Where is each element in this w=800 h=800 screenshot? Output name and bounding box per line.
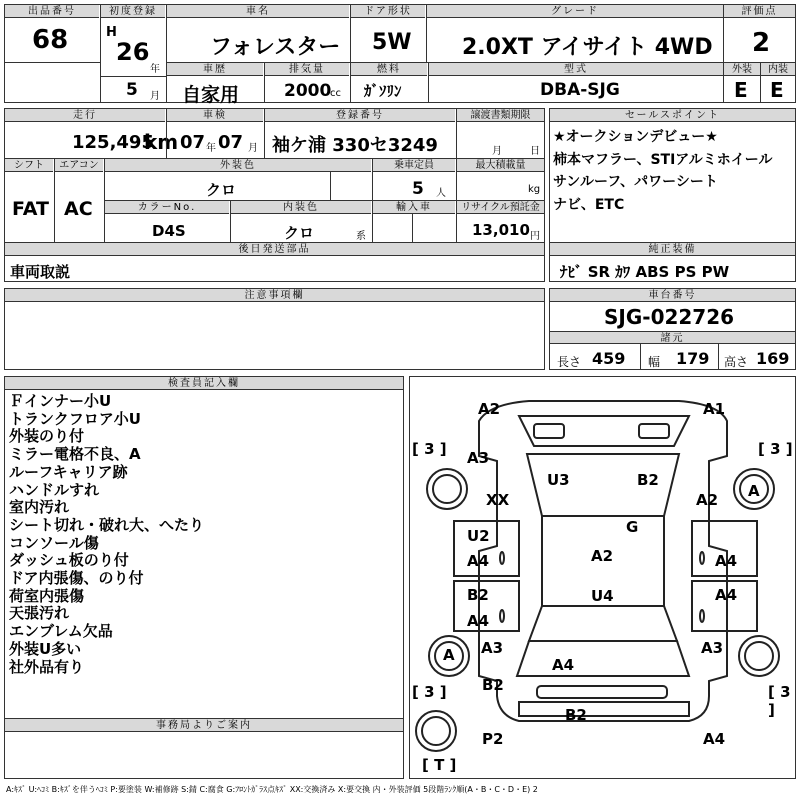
legend-text: A:ｷｽﾞ U:ﾍｺﾐ B:ｷｽﾞを伴うﾍｺﾐ P:要塗装 W:補修跡 S:錆 C:腐食 G:ﾌﾛﾝﾄｶﾞﾗｽ点ｷｽﾞ XX:交換済み X:要交換 内・外装評価 5段階ﾗﾝｸ順(A・B・C・D・E) 2 bbox=[6, 785, 538, 794]
month-unit: 月 bbox=[150, 91, 160, 102]
shift-value: FAT bbox=[12, 198, 49, 220]
inspector-line: 外装U多い bbox=[9, 639, 82, 658]
int-color-label: 内装色 bbox=[231, 201, 371, 214]
aircon-label: エアコン bbox=[55, 159, 103, 172]
score-value: 2 bbox=[752, 28, 771, 58]
height-label: 高さ bbox=[724, 355, 749, 369]
tread-rl-value: 3 bbox=[424, 683, 435, 701]
color-no-label: カラーNo. bbox=[105, 201, 229, 214]
notes-label: 注意事項欄 bbox=[5, 289, 544, 302]
transfer-day-unit: 日 bbox=[530, 146, 540, 157]
mark-a4: A4 bbox=[552, 656, 575, 674]
interior-label: 内装 bbox=[761, 63, 795, 76]
interior-value: E bbox=[770, 78, 784, 102]
recycle-label: リサイクル預託金 bbox=[457, 201, 544, 214]
history-label: 車歴 bbox=[167, 63, 263, 76]
length-value: 459 bbox=[592, 349, 626, 368]
inspector-line: 外装のり付 bbox=[9, 427, 85, 446]
mark-b2: B2 bbox=[565, 706, 587, 724]
grade-label: グレード bbox=[427, 5, 723, 18]
name-label: 車名 bbox=[167, 5, 349, 18]
recycle-unit: 円 bbox=[530, 231, 540, 242]
later-label: 後日発送部品 bbox=[5, 243, 544, 256]
height-value: 169 bbox=[756, 349, 790, 368]
inspector-line: ミラー電格不良、A bbox=[9, 445, 141, 464]
exterior-label: 外装 bbox=[724, 63, 760, 76]
insp-year-unit: 年 bbox=[206, 143, 216, 154]
tread-fr: [ 3 ] bbox=[758, 440, 793, 458]
score-label: 評価点 bbox=[724, 5, 795, 18]
displacement-value: 2000 bbox=[284, 81, 332, 101]
later-value: 車両取説 bbox=[10, 263, 71, 281]
inspector-line: ルーフキャリア跡 bbox=[9, 462, 128, 481]
plate-value: 袖ケ浦 330セ3249 bbox=[272, 135, 438, 156]
sales-point-label: セールスポイント bbox=[550, 109, 795, 122]
sales-point-line: 柿本マフラー、STIアルミホイール bbox=[553, 151, 773, 168]
capacity-value: 5 bbox=[412, 179, 424, 199]
mark-a3: A3 bbox=[701, 639, 724, 657]
model-label: 型式 bbox=[429, 63, 723, 76]
mark-a4: A4 bbox=[467, 612, 490, 630]
chassis-label: 車台番号 bbox=[550, 289, 795, 302]
mileage-value: 125,495 bbox=[72, 132, 154, 153]
mark-b2: B2 bbox=[467, 586, 489, 604]
equipment-label: 純正装備 bbox=[550, 243, 795, 256]
door-label: ドア形状 bbox=[351, 5, 425, 18]
mark-u2: U2 bbox=[467, 527, 490, 545]
mark-xx: XX bbox=[486, 491, 510, 509]
sales-point-line: ナビ、ETC bbox=[553, 196, 625, 213]
displacement-label: 排気量 bbox=[265, 63, 349, 76]
office-label: 事務局よりご案内 bbox=[5, 719, 403, 732]
mark-a2: A2 bbox=[478, 400, 501, 418]
displacement-unit: cc bbox=[330, 88, 341, 99]
mark-a2: A2 bbox=[696, 491, 719, 509]
insp-month: 07 bbox=[218, 132, 244, 153]
mark-p2: P2 bbox=[482, 730, 504, 748]
lot-label: 出品番号 bbox=[5, 5, 99, 18]
equipment-value: ﾅﾋﾞ SR ｶﾜ ABS PS PW bbox=[560, 263, 730, 281]
lot-value: 68 bbox=[32, 25, 69, 55]
max-load-label: 最大積載量 bbox=[457, 159, 544, 172]
width-label: 幅 bbox=[648, 355, 661, 369]
capacity-unit: 人 bbox=[436, 188, 446, 199]
mileage-label: 走行 bbox=[5, 109, 165, 122]
int-color-value: クロ bbox=[284, 224, 315, 242]
name-value: フォレスター bbox=[210, 35, 341, 60]
transfer-month-unit: 月 bbox=[492, 146, 502, 157]
inspector-line: シート切れ・破れ大、へたり bbox=[9, 515, 205, 534]
year-value: 26 bbox=[116, 38, 150, 66]
inspector-label: 検査員記入欄 bbox=[5, 377, 403, 390]
ext-color-label: 外装色 bbox=[105, 159, 371, 172]
inspector-line: エンブレム欠品 bbox=[9, 622, 113, 641]
mark-g: G bbox=[626, 518, 639, 536]
month-value: 5 bbox=[126, 80, 138, 100]
inspector-list bbox=[9, 393, 204, 676]
wheel-fr-mark: A bbox=[748, 482, 760, 500]
tread-rr-value: 3 bbox=[780, 683, 791, 701]
mark-a3: A3 bbox=[481, 639, 504, 657]
recycle-value: 13,010 bbox=[472, 221, 530, 239]
aircon-value: AC bbox=[64, 198, 93, 220]
mark-a4: A4 bbox=[715, 586, 738, 604]
year-unit: 年 bbox=[150, 64, 160, 75]
mark-a2: A2 bbox=[591, 547, 614, 565]
door-value: 5W bbox=[372, 30, 412, 55]
mark-a4: A4 bbox=[703, 730, 726, 748]
length-label: 長さ bbox=[557, 355, 582, 369]
tread-spare-value: T bbox=[434, 756, 445, 774]
inspector-line: 天張汚れ bbox=[9, 604, 70, 623]
tread-rr: [ 3 ] bbox=[768, 683, 791, 719]
width-value: 179 bbox=[676, 349, 710, 368]
inspection-label: 車検 bbox=[167, 109, 263, 122]
exterior-value: E bbox=[734, 78, 748, 102]
import-label: 輸入車 bbox=[373, 201, 455, 214]
int-color-unit: 系 bbox=[356, 231, 366, 242]
tread-fl-value: 3 bbox=[424, 440, 435, 458]
tread-rl: [ 3 ] bbox=[412, 683, 447, 701]
ext-color-value: クロ bbox=[206, 181, 237, 199]
mark-a1: A1 bbox=[703, 400, 726, 418]
insp-month-unit: 月 bbox=[248, 143, 258, 154]
dims-label: 諸元 bbox=[550, 331, 795, 344]
mark-u4: U4 bbox=[591, 587, 614, 605]
insp-year: 07 bbox=[180, 132, 206, 153]
inspector-line: ダッシュ板のり付 bbox=[9, 551, 129, 570]
tread-spare: [ T ] bbox=[422, 756, 457, 774]
wheel-rl-mark: A bbox=[443, 646, 455, 664]
inspector-line: 室内汚れ bbox=[9, 498, 70, 517]
inspector-line: 荷室内張傷 bbox=[9, 586, 85, 605]
sales-point-list bbox=[553, 126, 772, 216]
shift-label: シフト bbox=[5, 159, 53, 172]
inspector-line: トランクフロア小U bbox=[9, 409, 141, 428]
transfer-label: 譲渡書類期限 bbox=[457, 109, 544, 122]
mileage-unit: km bbox=[144, 130, 179, 154]
mark-a4: A4 bbox=[715, 552, 738, 570]
era-value: H bbox=[106, 25, 117, 40]
inspector-line: ドア内張傷、のり付 bbox=[9, 569, 144, 588]
mark-b2: B2 bbox=[482, 676, 504, 694]
inspector-line: コンソール傷 bbox=[9, 533, 99, 552]
mark-a4: A4 bbox=[467, 552, 490, 570]
tread-fr-value: 3 bbox=[770, 440, 781, 458]
plate-label: 登録番号 bbox=[265, 109, 455, 122]
color-no-value: D4S bbox=[152, 222, 186, 240]
mark-b2: B2 bbox=[637, 471, 659, 489]
history-value: 自家用 bbox=[182, 84, 240, 106]
car-diagram bbox=[409, 376, 796, 779]
model-value: DBA-SJG bbox=[540, 80, 620, 100]
tread-fl: [ 3 ] bbox=[412, 440, 447, 458]
fuel-value: ｶﾞｿﾘﾝ bbox=[364, 82, 402, 100]
sales-point-line: サンルーフ、パワーシート bbox=[553, 174, 718, 190]
capacity-label: 乗車定員 bbox=[373, 159, 455, 172]
max-load-unit: kg bbox=[528, 184, 541, 195]
fuel-label: 燃料 bbox=[351, 63, 427, 76]
inspector-line: ハンドルすれ bbox=[9, 480, 100, 499]
sales-point-line: ★オークションデビュー★ bbox=[553, 129, 718, 145]
inspector-line: Ｆインナー小U bbox=[9, 392, 112, 410]
first-reg-label: 初度登録 bbox=[101, 5, 165, 18]
mark-a3: A3 bbox=[467, 449, 490, 467]
grade-value: 2.0XT アイサイト 4WD bbox=[462, 35, 713, 60]
mark-u3: U3 bbox=[547, 471, 570, 489]
chassis-value: SJG-022726 bbox=[604, 305, 735, 329]
inspector-line: 社外品有り bbox=[9, 657, 85, 676]
